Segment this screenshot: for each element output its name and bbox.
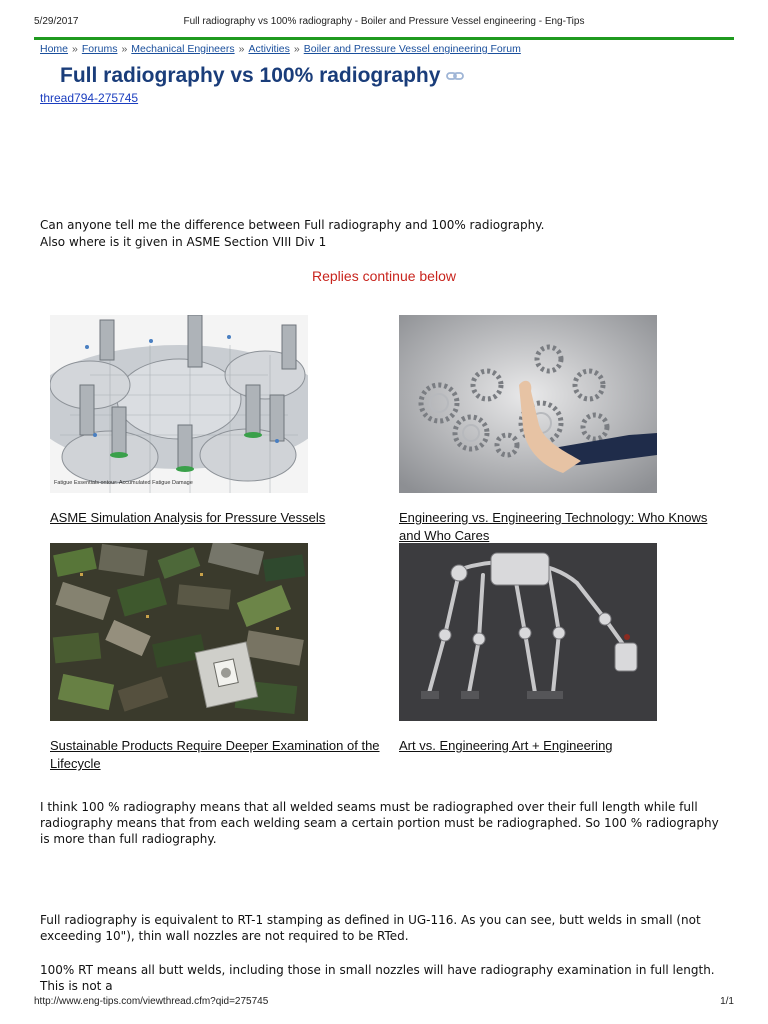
reply-post xyxy=(40,799,730,847)
reply-text: 100% RT means all butt welds, including those in small nozzles will have radiography examination in full length. This is not a xyxy=(40,963,715,993)
thread-id-link[interactable]: thread794-275745 xyxy=(40,91,139,105)
breadcrumb-forum[interactable]: Boiler and Pressure Vessel engineering Forum xyxy=(303,43,521,55)
permalink-icon[interactable] xyxy=(446,64,464,88)
promo-image-pressure-vessel[interactable] xyxy=(50,315,308,493)
promo-link-engineering-technology[interactable]: Engineering vs. Engineering Technology: Who Knows and Who Cares xyxy=(399,510,708,543)
replies-continue-note: Replies continue below xyxy=(312,268,456,284)
breadcrumb-separator: » xyxy=(238,43,245,55)
reply-text: I think 100 % radiography means that all welded seams must be radiographed over their full length while full radiography means that from each welding seam a certain portion must be radiographed. So 100 % radiography is more than full radiography. xyxy=(40,800,719,846)
reply-text: Full radiography is equivalent to RT-1 stamping as defined in UG-116. As you can see, butt welds in small (not exceeding 10"), thin wall nozzles are not required to be RTed. xyxy=(40,913,701,943)
breadcrumb-forums[interactable]: Forums xyxy=(81,43,118,55)
print-header xyxy=(0,16,768,32)
header-divider xyxy=(34,37,734,40)
promo-card[interactable] xyxy=(50,315,380,527)
promo-link-sustainable-products[interactable]: Sustainable Products Require Deeper Examination of the Lifecycle xyxy=(50,738,380,771)
print-page-title: Full radiography vs 100% radiography - Boiler and Pressure Vessel engineering - Eng-Tips xyxy=(183,16,585,27)
print-date: 5/29/2017 xyxy=(34,16,79,27)
thread-title-text: Full radiography vs 100% radiography xyxy=(60,64,441,87)
promo-image-mechanical-art[interactable] xyxy=(399,543,657,721)
print-footer xyxy=(0,996,768,1010)
promo-card[interactable] xyxy=(399,543,729,755)
breadcrumb-mechanical-engineers[interactable]: Mechanical Engineers xyxy=(131,43,235,55)
print-page-number: 1/1 xyxy=(720,996,734,1007)
promo-card[interactable] xyxy=(50,543,380,773)
breadcrumb-activities[interactable]: Activities xyxy=(248,43,290,55)
promo-link-art-vs-engineering[interactable]: Art vs. Engineering Art + Engineering xyxy=(399,738,613,753)
reply-post xyxy=(40,962,730,994)
print-url: http://www.eng-tips.com/viewthread.cfm?qid=275745 xyxy=(34,996,269,1007)
breadcrumb-separator: » xyxy=(72,43,78,55)
promo-image-e-waste[interactable] xyxy=(50,543,308,721)
question-line: Also where is it given in ASME Section VIII Div 1 xyxy=(40,235,327,249)
promo-link-asme-simulation[interactable]: ASME Simulation Analysis for Pressure Vessels xyxy=(50,510,326,525)
reply-post xyxy=(40,912,730,944)
image-caption-line: Fatigue Essentials ontour: Accumulated Fatigue Damage xyxy=(54,480,193,486)
breadcrumb-separator: » xyxy=(293,43,300,55)
breadcrumb-home[interactable]: Home xyxy=(40,43,69,55)
promo-image-gears[interactable] xyxy=(399,315,657,493)
question-line: Can anyone tell me the difference between Full radiography and 100% radiography. xyxy=(40,218,545,232)
thread-title xyxy=(60,64,464,88)
question-post xyxy=(40,217,720,251)
promo-card[interactable] xyxy=(399,315,729,545)
breadcrumb xyxy=(40,43,521,55)
breadcrumb-separator: » xyxy=(121,43,128,55)
